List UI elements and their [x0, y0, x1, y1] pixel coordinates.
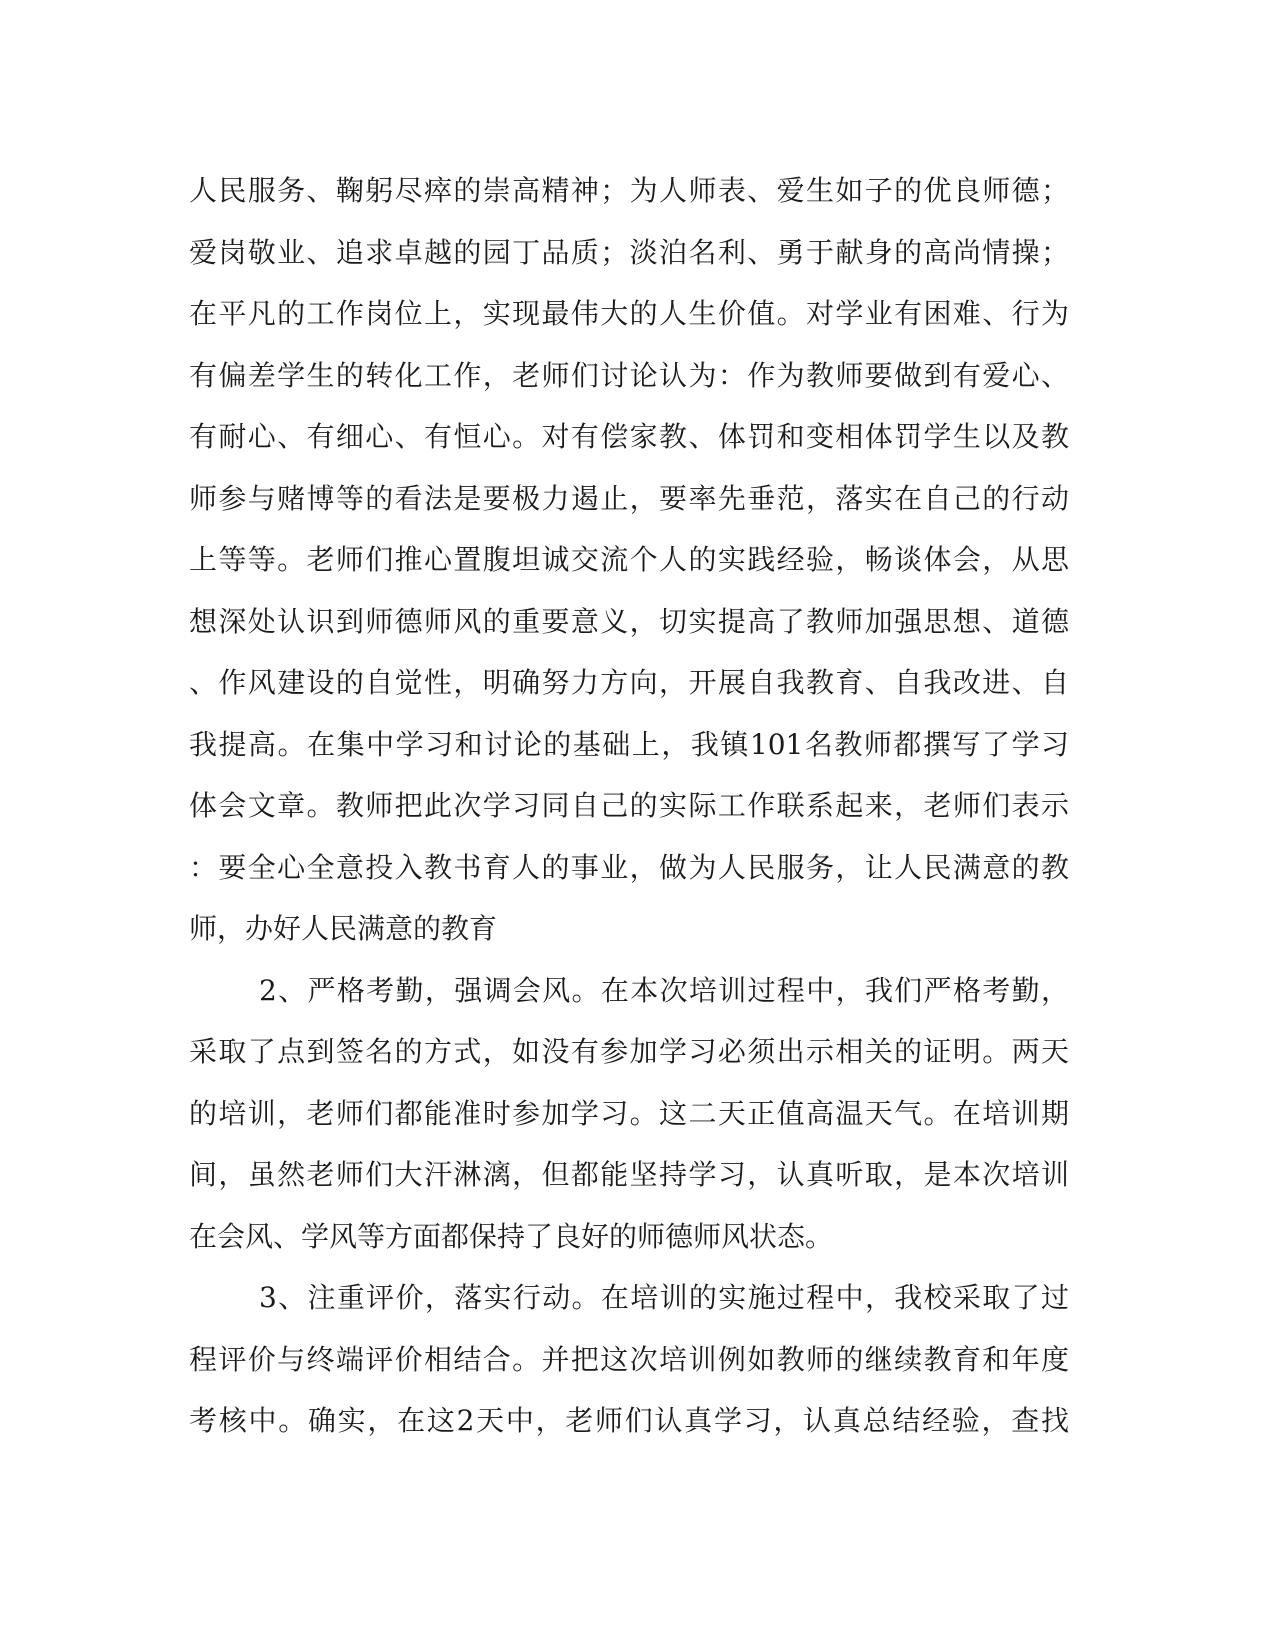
text-line: 2、严格考勤，强调会风。在本次培训过程中，我们严格考勤，: [259, 973, 1069, 1007]
text-line: 体会文章。教师把此次学习同自己的实际工作联系起来，老师们表示: [189, 789, 1069, 822]
text-line: 师，办好人民满意的教育: [189, 912, 498, 945]
text-line: 有偏差学生的转化工作，老师们讨论认为：作为教师要做到有爱心、: [189, 358, 1069, 392]
text-line: 人民服务、鞠躬尽瘁的崇高精神；为人师表、爱生如子的优良师德；: [189, 174, 1069, 207]
text-line: 想深处认识到师德师风的重要意义，切实提高了教师加强思想、道德: [189, 604, 1069, 638]
text-line: 有耐心、有细心、有恒心。对有偿家教、体罚和变相体罚学生以及教: [189, 420, 1069, 453]
text-line: 3、注重评价，落实行动。在培训的实施过程中，我校采取了过: [259, 1281, 1069, 1314]
body-text: [189, 160, 1069, 1452]
text-line: 间，虽然老师们大汗淋漓，但都能坚持学习，认真听取，是本次培训: [189, 1158, 1069, 1191]
text-line: 程评价与终端评价相结合。并把这次培训例如教师的继续教育和年度: [189, 1342, 1069, 1376]
text-line: 、作风建设的自觉性，明确努力方向，开展自我教育、自我改进、自: [189, 666, 1069, 699]
text-line: 我提高。在集中学习和讨论的基础上，我镇101名教师都撰写了学习: [189, 727, 1069, 761]
text-line: 上等等。老师们推心置腹坦诚交流个人的实践经验，畅谈体会，从思: [189, 543, 1069, 576]
text-line: 的培训，老师们都能准时参加学习。这二天正值高温天气。在培训期: [189, 1096, 1069, 1130]
text-line: 在会风、学风等方面都保持了良好的师德师风状态。: [189, 1219, 834, 1253]
text-line: 考核中。确实，在这2天中，老师们认真学习，认真总结经验，查找: [189, 1404, 1069, 1437]
text-line: ：要全心全意投入教书育人的事业，做为人民服务，让人民满意的教: [189, 850, 1069, 884]
text-line: 采取了点到签名的方式，如没有参加学习必须出示相关的证明。两天: [189, 1035, 1069, 1068]
text-line: 爱岗敬业、追求卓越的园丁品质；淡泊名利、勇于献身的高尚情操；: [189, 235, 1069, 269]
text-line: 在平凡的工作岗位上，实现最伟大的人生价值。对学业有困难、行为: [189, 297, 1069, 330]
text-line: 师参与赌博等的看法是要极力遏止，要率先垂范，落实在自己的行动: [189, 481, 1069, 515]
